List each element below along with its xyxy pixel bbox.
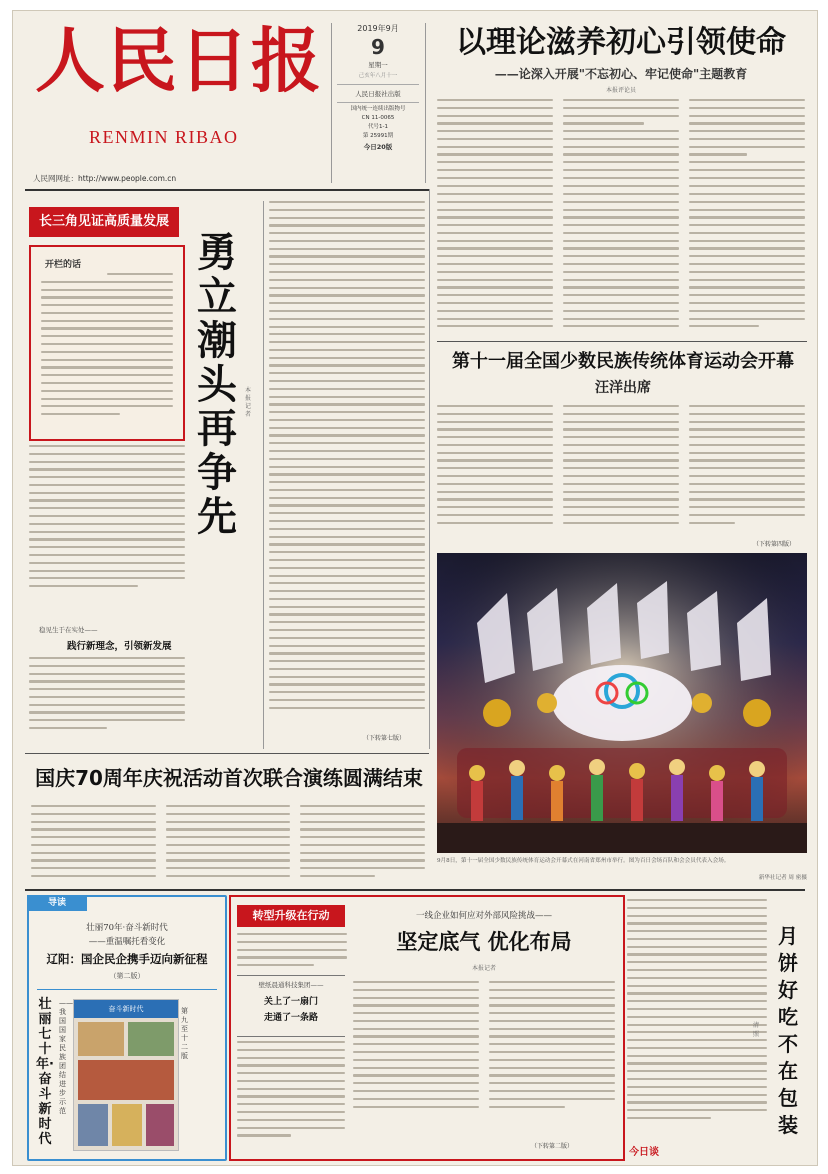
transform-byline: 本报记者 <box>471 965 496 972</box>
transform-tag: 转型升级在行动 <box>252 909 330 922</box>
top-story-body-2 <box>437 193 805 339</box>
issue-number: 第 25991期 <box>362 133 394 139</box>
page-count: 今日20版 <box>363 143 393 151</box>
guide-side-page[interactable]: 第九至十二版 <box>181 1007 188 1060</box>
games-body <box>437 405 805 539</box>
games-caption: 9月8日，第十一届全国少数民族传统体育运动会开幕式在河南省郑州市举行。图为百日会场百队和会会员代表入会场。 <box>437 858 730 864</box>
issn-label: 国内统一连续出版物号 <box>350 106 406 112</box>
transform-body-right <box>353 981 615 1131</box>
date-weekday: 星期一 <box>368 61 388 69</box>
guide-label-wrap <box>27 895 87 911</box>
top-story-byline: 本报评论员 <box>605 87 636 94</box>
transform-kicker: 一线企业如何应对外部风险挑战—— <box>415 911 552 921</box>
yangtze-body-left-2 <box>29 657 185 745</box>
top-story-title[interactable]: 以理论滋养初心引领使命 <box>456 25 786 60</box>
transform-body-top <box>237 933 347 971</box>
top-story-body <box>437 99 805 191</box>
games-photo <box>437 553 807 853</box>
website-line: 人民网网址：http://www.people.com.cn <box>33 174 177 183</box>
guide-label: 导读 <box>47 898 66 908</box>
section-tag-yangtze: 长三角见证高质量发展 <box>29 207 179 237</box>
masthead-logo: 人民日报 <box>35 19 323 102</box>
guide-headline[interactable]: 辽阳：国企民企携手迈向新征程 <box>46 952 208 966</box>
games-cont[interactable]: （下转第四版） <box>753 541 796 548</box>
guide-pic-banner <box>74 1000 178 1018</box>
date-year-month: 2019年9月 <box>357 24 399 33</box>
transform-cont[interactable]: （下转第二版） <box>531 1143 574 1150</box>
today-label: 今日谈 <box>629 1147 659 1158</box>
today-author: 清 照 <box>753 1022 760 1038</box>
guide-pic-text: 奋斗新时代 <box>108 1005 144 1013</box>
guide-pic[interactable] <box>73 999 179 1151</box>
guide-box <box>27 895 227 1161</box>
top-story-subtitle: ——论深入开展"不忘初心、牢记使命"主题教育 <box>494 67 748 81</box>
date-day: 9 <box>371 35 385 59</box>
yangtze-cont[interactable]: （下转第七版） <box>363 735 406 742</box>
publisher: 人民日报社出版 <box>355 90 401 98</box>
kaolan-box <box>29 245 185 441</box>
yangtze-body-right <box>269 201 425 729</box>
today-headline[interactable]: 月饼好吃不在包装 <box>778 924 798 1137</box>
drill-title[interactable]: 国庆70周年庆祝活动首次联合演练圆满结束 <box>35 766 423 790</box>
yangtze-subhead: 践行新理念，引领新发展 <box>67 641 172 652</box>
newspaper-page <box>12 10 818 1166</box>
games-photo-illustration <box>437 553 807 853</box>
games-photographer: 新华社记者 周 密摄 <box>758 875 807 881</box>
yangtze-body-left <box>29 445 185 603</box>
postal-code: 代号1-1 <box>368 124 388 130</box>
yangtze-headline[interactable]: 勇立潮头再争先 <box>197 230 237 540</box>
drill-body <box>31 805 425 887</box>
transform-box-line2: 走通了一条路 <box>263 1013 318 1023</box>
date-lunar: 己亥年八月十一 <box>358 73 398 79</box>
today-label-wrap <box>629 1143 659 1158</box>
guide-line1: 壮丽70年·奋斗新时代 <box>86 923 168 933</box>
cn-number: CN 11-0065 <box>361 115 395 121</box>
transform-inner-box <box>237 975 345 1037</box>
yangtze-byline: 本报记者 <box>245 387 252 418</box>
guide-page-ref[interactable]: （第二版） <box>109 972 145 980</box>
guide-side-sub: ——我国国家民族团结进步示范 <box>59 999 73 1115</box>
guide-side-title[interactable]: 壮丽七十年·奋斗新时代 <box>36 997 54 1147</box>
transform-box-tag: 壁纸晨通科技集团—— <box>258 981 324 989</box>
transform-tag-wrap <box>237 905 345 927</box>
transform-body-left <box>237 1041 345 1153</box>
games-title[interactable]: 第十一届全国少数民族传统体育运动会开幕 <box>452 351 794 372</box>
guide-pic-collage <box>74 1018 178 1150</box>
transform-box <box>229 895 625 1161</box>
masthead-pinyin: RENMIN RIBAO <box>89 127 239 147</box>
kaolan-label: 开栏的话 <box>45 260 82 270</box>
today-body <box>627 899 767 1139</box>
transform-headline[interactable]: 坚定底气 优化布局 <box>396 930 572 954</box>
date-column <box>333 23 423 153</box>
guide-line2: ——重温嘱托看变化 <box>88 937 166 947</box>
yangtze-subhead-pre: 稳见生于在实处—— <box>39 626 98 634</box>
transform-box-line1: 关上了一扇门 <box>263 997 318 1007</box>
games-subtitle: 汪洋出席 <box>595 380 651 396</box>
